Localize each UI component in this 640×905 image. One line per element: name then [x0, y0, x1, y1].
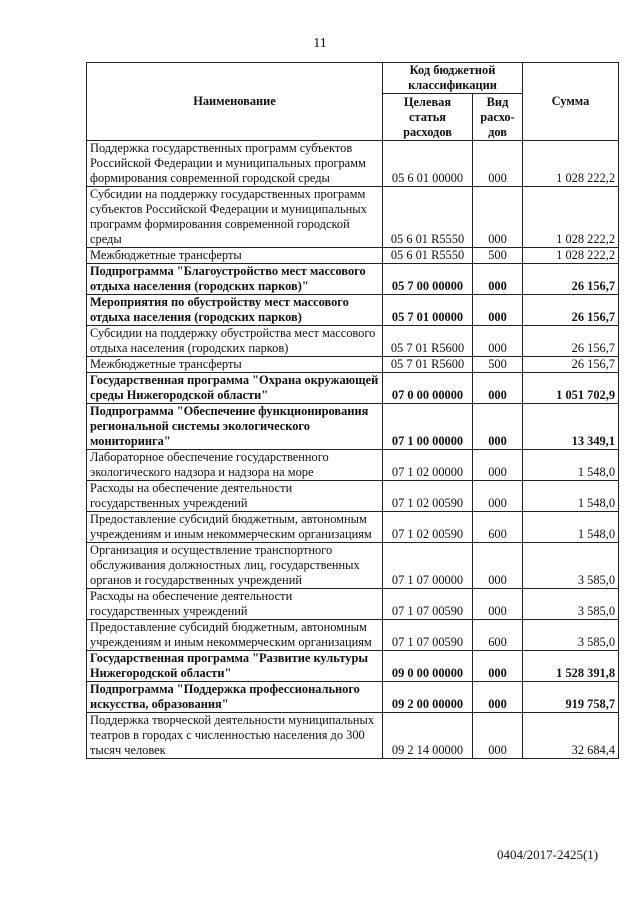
- row-amount: 32 684,4: [523, 713, 619, 759]
- row-amount: 26 156,7: [523, 264, 619, 295]
- row-amount: 13 349,1: [523, 404, 619, 450]
- table-row: [87, 481, 619, 512]
- row-expense-type: 000: [473, 682, 523, 713]
- row-name: Мероприятия по обустройству мест массового отдыха населения (городских парков): [87, 295, 383, 326]
- row-expense-type: 000: [473, 713, 523, 759]
- row-target-article: 07 1 07 00000: [383, 543, 473, 589]
- table-row: [87, 326, 619, 357]
- row-name: Межбюджетные трансферты: [87, 248, 383, 264]
- header-code-group: Код бюджетной классификации: [383, 63, 523, 94]
- row-name: Предоставление субсидий бюджетным, автономным учреждениям и иным некоммерческим организациям: [87, 512, 383, 543]
- row-name: Государственная программа "Развитие культуры Нижегородской области": [87, 651, 383, 682]
- header-target-article: Целевая статья расходов: [383, 94, 473, 141]
- row-name: Государственная программа "Охрана окружающей среды Нижегородской области": [87, 373, 383, 404]
- row-target-article: 05 6 01 00000: [383, 141, 473, 187]
- row-name: Организация и осуществление транспортного обслуживания должностных лиц, государственных органов и государственных учреждений: [87, 543, 383, 589]
- row-target-article: 05 6 01 R5550: [383, 187, 473, 248]
- row-target-article: 07 1 02 00590: [383, 481, 473, 512]
- row-expense-type: 000: [473, 589, 523, 620]
- row-expense-type: 000: [473, 187, 523, 248]
- table-header: [87, 63, 619, 141]
- row-target-article: 07 1 02 00000: [383, 450, 473, 481]
- row-name: Предоставление субсидий бюджетным, автономным учреждениям и иным некоммерческим организациям: [87, 620, 383, 651]
- row-target-article: 07 1 00 00000: [383, 404, 473, 450]
- table-row: [87, 682, 619, 713]
- row-target-article: 05 7 00 00000: [383, 264, 473, 295]
- table-row: [87, 512, 619, 543]
- table-row: [87, 713, 619, 759]
- row-target-article: 09 2 00 00000: [383, 682, 473, 713]
- row-expense-type: 000: [473, 651, 523, 682]
- table-row: [87, 357, 619, 373]
- row-expense-type: 000: [473, 373, 523, 404]
- row-expense-type: 000: [473, 481, 523, 512]
- header-name: Наименование: [87, 63, 383, 141]
- table-row: [87, 450, 619, 481]
- row-amount: 1 051 702,9: [523, 373, 619, 404]
- row-name: Поддержка государственных программ субъектов Российской Федерации и муниципальных программ формирования современной городской среды: [87, 141, 383, 187]
- table-body: [87, 141, 619, 759]
- row-name: Субсидии на поддержку государственных программ субъектов Российской Федерации и муниципальных программ формирования современной городской среды: [87, 187, 383, 248]
- row-target-article: 07 1 07 00590: [383, 589, 473, 620]
- row-target-article: 09 0 00 00000: [383, 651, 473, 682]
- row-name: Межбюджетные трансферты: [87, 357, 383, 373]
- row-name: Расходы на обеспечение деятельности государственных учреждений: [87, 481, 383, 512]
- table-row: [87, 295, 619, 326]
- row-name: Расходы на обеспечение деятельности государственных учреждений: [87, 589, 383, 620]
- row-expense-type: 000: [473, 404, 523, 450]
- row-expense-type: 000: [473, 450, 523, 481]
- row-amount: 26 156,7: [523, 326, 619, 357]
- table-row: [87, 404, 619, 450]
- row-name: Подпрограмма "Благоустройство мест массового отдыха населения (городских парков)": [87, 264, 383, 295]
- row-name: Подпрограмма "Обеспечение функционирования региональной системы экологического мониторинга": [87, 404, 383, 450]
- row-amount: 919 758,7: [523, 682, 619, 713]
- row-name: Поддержка творческой деятельности муниципальных театров в городах с численностью населения до 300 тысяч человек: [87, 713, 383, 759]
- row-target-article: 07 1 02 00590: [383, 512, 473, 543]
- row-amount: 1 548,0: [523, 481, 619, 512]
- row-expense-type: 600: [473, 512, 523, 543]
- row-expense-type: 500: [473, 248, 523, 264]
- row-name: Лабораторное обеспечение государственного экологического надзора и надзора на море: [87, 450, 383, 481]
- row-expense-type: 600: [473, 620, 523, 651]
- row-target-article: 05 6 01 R5550: [383, 248, 473, 264]
- row-expense-type: 000: [473, 543, 523, 589]
- row-amount: 3 585,0: [523, 620, 619, 651]
- row-name: Подпрограмма "Поддержка профессионального искусства, образования": [87, 682, 383, 713]
- row-target-article: 05 7 01 R5600: [383, 357, 473, 373]
- row-target-article: 05 7 01 00000: [383, 295, 473, 326]
- row-amount: 3 585,0: [523, 589, 619, 620]
- row-amount: 26 156,7: [523, 357, 619, 373]
- row-expense-type: 500: [473, 357, 523, 373]
- table-row: [87, 187, 619, 248]
- row-target-article: 09 2 14 00000: [383, 713, 473, 759]
- row-expense-type: 000: [473, 326, 523, 357]
- budget-table: [86, 62, 619, 759]
- row-amount: 1 528 391,8: [523, 651, 619, 682]
- page-number: 11: [313, 36, 327, 51]
- table-row: [87, 589, 619, 620]
- table-row: [87, 141, 619, 187]
- row-expense-type: 000: [473, 264, 523, 295]
- document-code: 0404/2017-2425(1): [497, 847, 599, 862]
- table-row: [87, 651, 619, 682]
- row-amount: 26 156,7: [523, 295, 619, 326]
- row-name: Субсидии на поддержку обустройства мест массового отдыха населения (городских парков): [87, 326, 383, 357]
- table-row: [87, 620, 619, 651]
- row-amount: 1 028 222,2: [523, 187, 619, 248]
- row-amount: 1 548,0: [523, 512, 619, 543]
- row-target-article: 07 1 07 00590: [383, 620, 473, 651]
- row-target-article: 07 0 00 00000: [383, 373, 473, 404]
- row-amount: 1 028 222,2: [523, 141, 619, 187]
- row-amount: 1 028 222,2: [523, 248, 619, 264]
- table-row: [87, 248, 619, 264]
- row-amount: 3 585,0: [523, 543, 619, 589]
- header-amount: Сумма: [523, 63, 619, 141]
- table-row: [87, 264, 619, 295]
- row-amount: 1 548,0: [523, 450, 619, 481]
- row-expense-type: 000: [473, 295, 523, 326]
- table-row: [87, 543, 619, 589]
- header-expense-type: Вид расхо-дов: [473, 94, 523, 141]
- table-row: [87, 373, 619, 404]
- row-expense-type: 000: [473, 141, 523, 187]
- row-target-article: 05 7 01 R5600: [383, 326, 473, 357]
